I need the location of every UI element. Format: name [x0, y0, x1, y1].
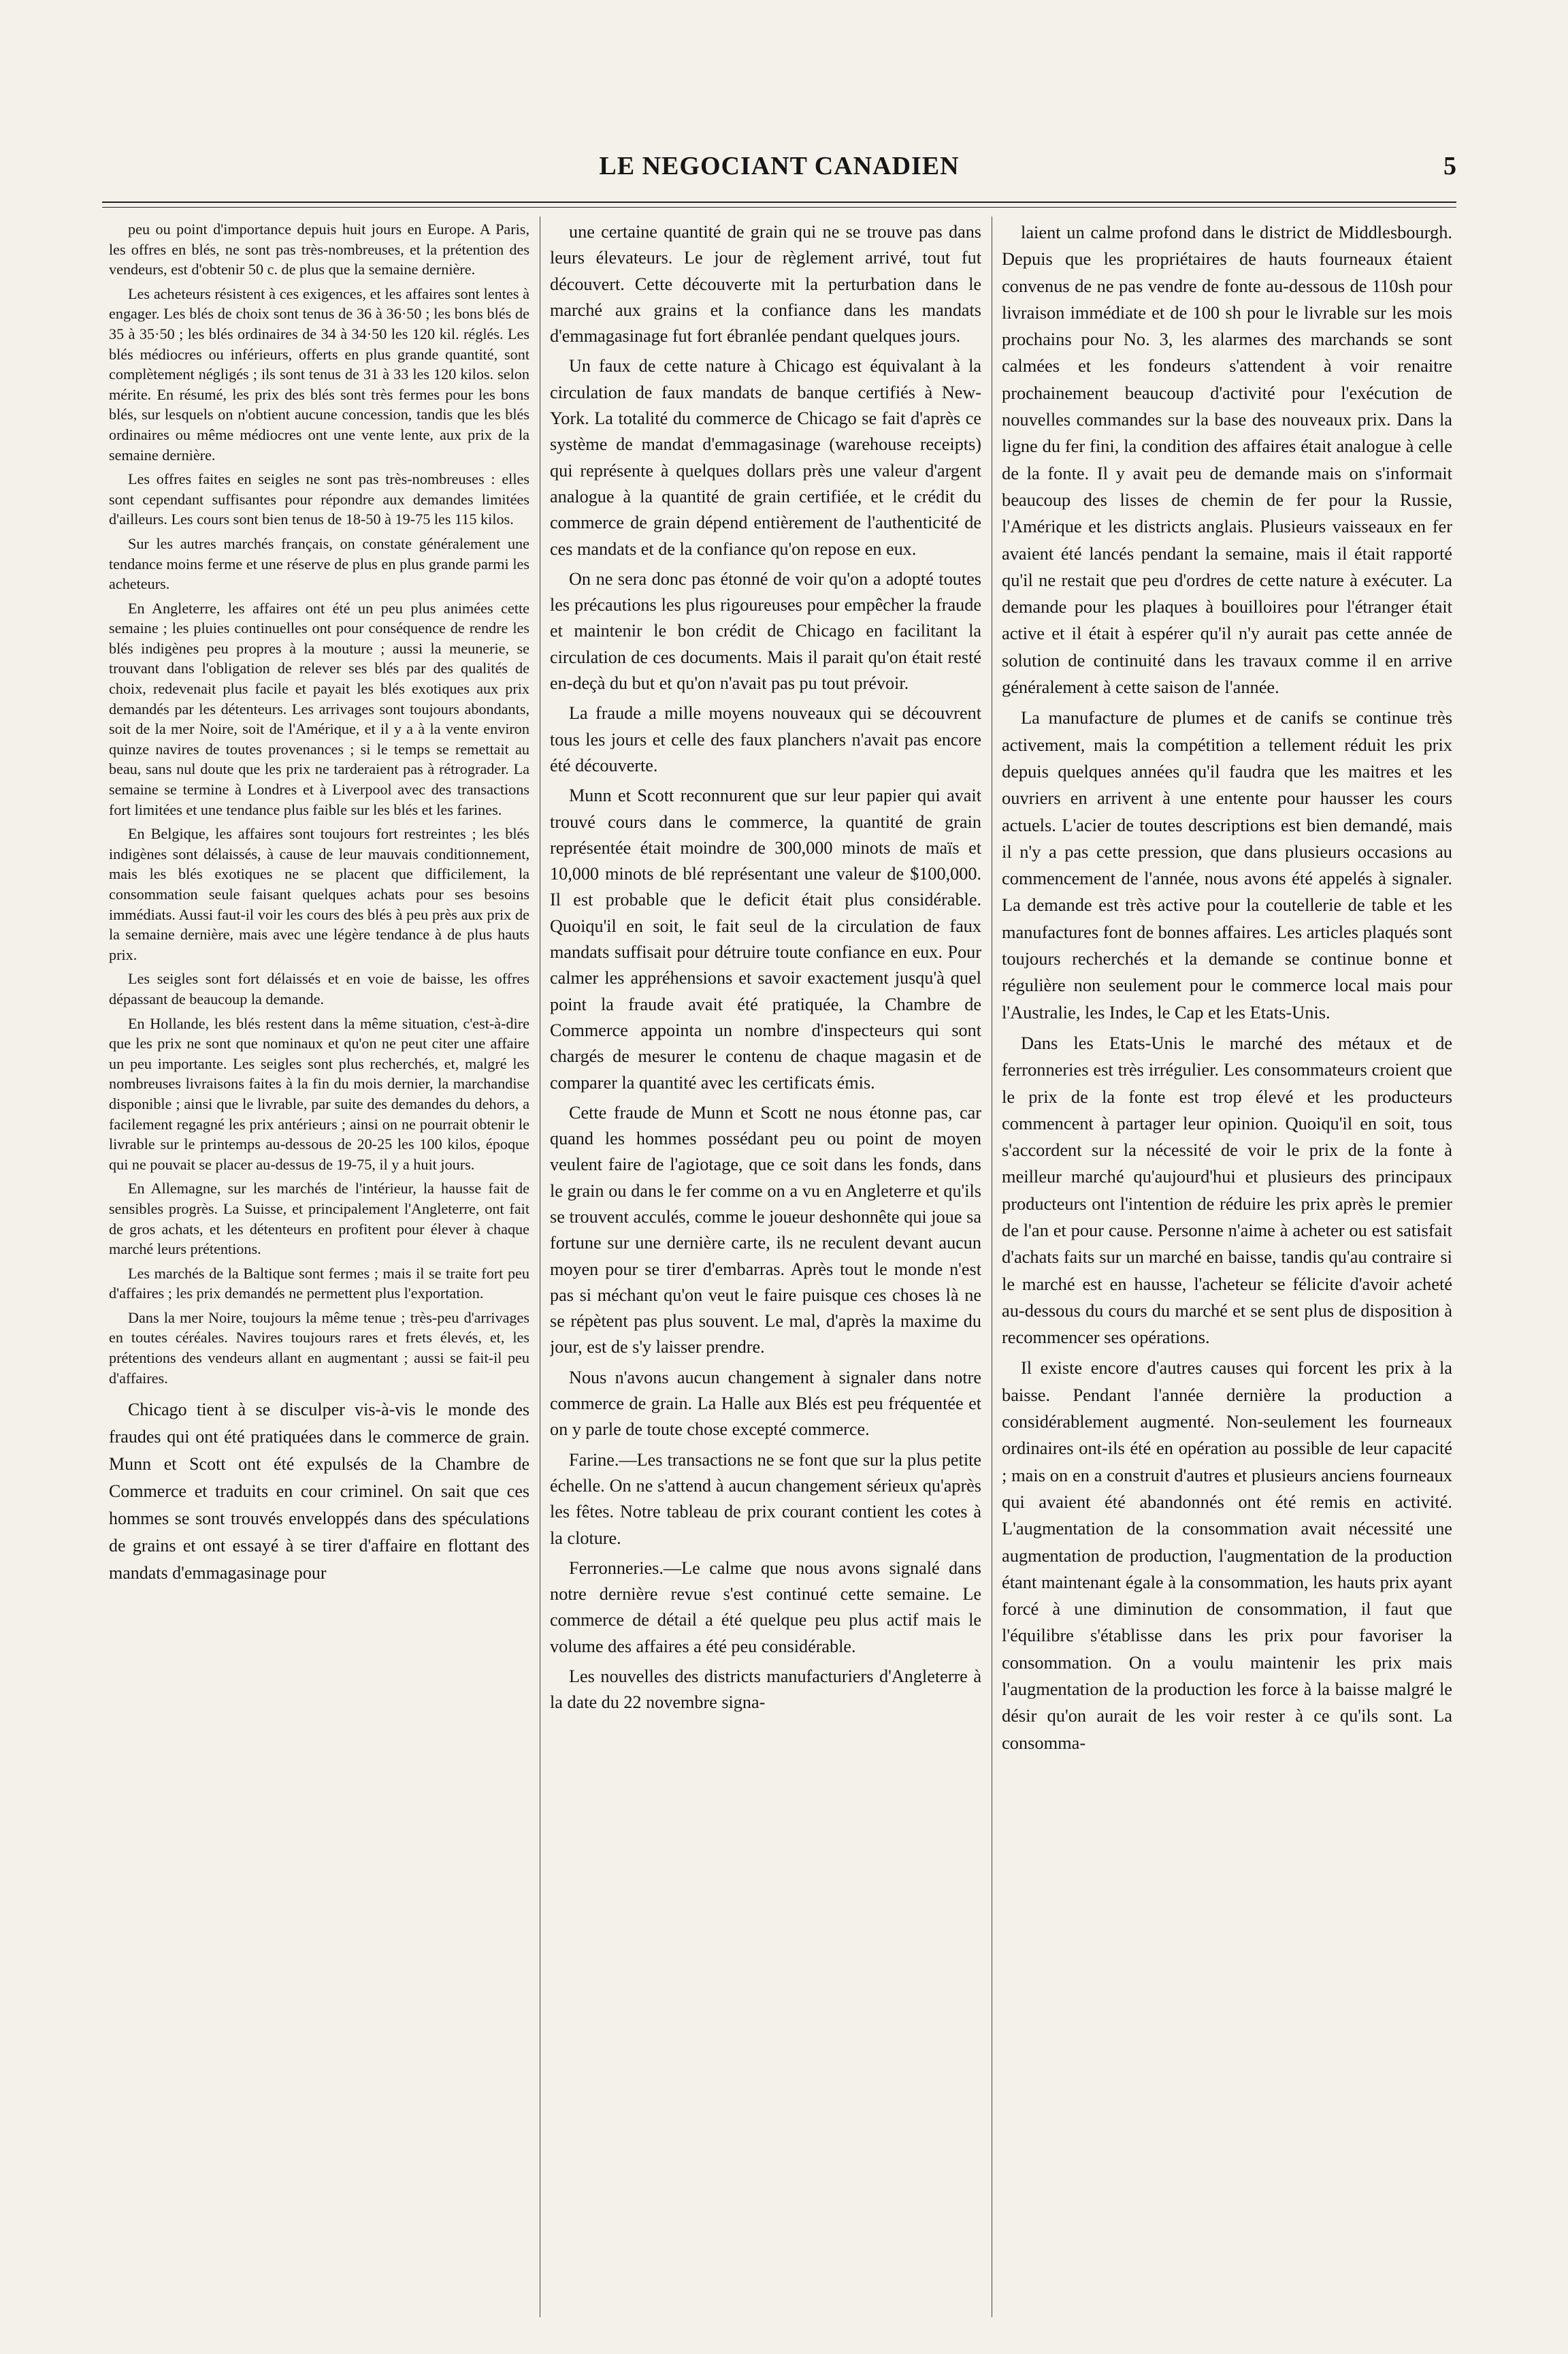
paragraph: Chicago tient à se disculper vis-à-vis le monde des fraudes qui ont été pratiquées dans le commerce de grain. Munn et Scott ont été expulsés de la Chambre de Commerce et traduits en cour criminel. On sait que ces hommes se sont trouvés enveloppés dans des spéculations de grains et ont essayé à se tirer d'affaire en flottant des mandats d'emmagasinage pour	[109, 1400, 529, 1583]
paragraph: En Angleterre, les affaires ont été un peu plus animées cette semaine ; les pluies continuelles ont pour conséquence de rendre les blés indigènes peu propres à la mouture ; aussi la meunerie, se trouvant dans l'obligation de relever ses blés par des qualités de choix, redevenait plus facile et payait les blés exotiques aux prix demandés par les détenteurs. Les arrivages sont toujours abondants, soit de la mer Noire, soit de l'Amérique, et il y a à la vente environ quinze navires de toutes provenances ; si le temps se remettait au beau, sans nul doute que les prix ne tarderaient pas à rétrograder. La semaine se termine à Londres et à Liverpool avec des transactions fort limitées et une tendance plus faible sur les blés et les farines.	[109, 599, 529, 818]
paragraph: Il existe encore d'autres causes qui forcent les prix à la baisse. Pendant l'année dernière la production a considérablement augmenté. Non-seulement les fourneaux ordinaires ont-ils été en opération au possible de leur capacité ; mais on en a construit d'autres et plusieurs anciens fourneaux qui avaient été abandonnés ont été remis en activité. L'augmentation de la consommation avait nécessité une augmentation de production, l'augmentation de la production étant maintenant égale à la consommation, les hauts prix ayant forcé à une diminution de consommation, il faut que l'équilibre s'établisse dans les prix pour favoriser la consommation. On a voulu maintenir les prix mais l'augmentation de la production les force à la baisse malgré le désir qu'on aurait de les voir rester à ce qu'ils sont. La consomma-	[1002, 1357, 1452, 1753]
paragraph: Les marchés de la Baltique sont fermes ; mais il se traite fort peu d'affaires ; les prix demandés ne permettent plus l'exportation.	[109, 1264, 529, 1302]
paragraph: En Belgique, les affaires sont toujours fort restreintes ; les blés indigènes sont délaissés, à cause de leur mauvais conditionnement, mais les blés exotiques ne se placent que difficilement, la consommation seule faisant quelques achats pour ses besoins immédiats. Aussi faut-il voir les cours des blés à peu près aux prix de la semaine dernière, mais avec une légère tendance à de plus hauts prix.	[109, 825, 529, 963]
header-rule-thin	[102, 207, 1456, 208]
column-2	[550, 219, 981, 2316]
paragraph: Farine.—Les transactions ne se font que sur la plus petite échelle. On ne s'attend à aucun changement sérieux qu'après les fêtes. Notre tableau de prix courant contient les cotes à la cloture.	[550, 1449, 981, 1548]
paragraph: Dans la mer Noire, toujours la même tenue ; très-peu d'arrivages en toutes céréales. Navires toujours rares et frets élevés, et, les prétentions des vendeurs allant en augmentant ; aussi se fait-il peu d'affaires.	[109, 1308, 529, 1387]
paragraph: Ferronneries.—Le calme que nous avons signalé dans notre dernière revue s'est continué cette semaine. Le commerce de détail a été quelque peu plus actif mais le volume des affaires a été peu considérable.	[550, 1558, 981, 1656]
paragraph: peu ou point d'importance depuis huit jours en Europe. A Paris, les offres en blés, ne sont pas très-nombreuses, et la prétention des vendeurs, est d'obtenir 50 c. de plus que la semaine dernière.	[109, 221, 529, 278]
paragraph: Dans les Etats-Unis le marché des métaux et de ferronneries est très irrégulier. Les consommateurs croient que le prix de la fonte est trop élevé et les producteurs commencent à partager leur opinion. Quoiqu'il en soit, tous s'accordent sur la nécessité de voir le prix de la fonte à meilleur marché qu'aujourd'hui et plusieurs des principaux producteurs ont l'intention de réduire les prix après le premier de l'an et pour cause. Personne n'aime à acheter ou est satisfait d'achats faits sur un marché en baisse, tandis qu'au contraire si le marché est en hausse, l'acheteur se félicite d'avoir acheté au-dessous du cours du marché et se sent plus de disposition à recommencer ses opérations.	[1002, 1032, 1452, 1348]
header-rule	[102, 201, 1456, 203]
paragraph: Cette fraude de Munn et Scott ne nous étonne pas, car quand les hommes possédant peu ou point de moyen veulent faire de l'agiotage, que ce soit dans les fonds, dans le grain ou dans le fer comme on a vu en Angleterre et qu'ils se trouvent acculés, comme le joueur deshonnête qui joue sa fortune sur une dernière carte, ils ne reculent devant aucun moyen pour se tirer d'embarras. Après tout le monde n'est pas si méchant qu'on veut le faire puisque ces choses là ne se répètent pas plus souvent. Le mal, d'après la maxime du jour, est de s'y laisser prendre.	[550, 1102, 981, 1357]
paragraph: Les acheteurs résistent à ces exigences, et les affaires sont lentes à engager. Les blés de choix sont tenus de 36 à 36·50 ; les bons blés de 35 à 35·50 ; les blés ordinaires de 34 à 34·50 les 120 kil. réglés. Les blés médiocres ou inférieurs, offerts en plus grande quantité, sont complètement négligés ; ils sont tenus de 31 à 33 les 120 kilos. selon mérite. En résumé, les prix des blés sont très fermes pour les bons blés, sur lesquels on n'obtient aucune concession, tandis que les blés ordinaires ou même médiocres ont une vente lente, aux prix de la semaine dernière.	[109, 285, 529, 464]
paragraph: En Allemagne, sur les marchés de l'intérieur, la hausse fait de sensibles progrès. La Suisse, et principalement l'Angleterre, ont fait de gros achats, et les détenteurs en profitent pour élever à chaque marché leurs prétentions.	[109, 1180, 529, 1258]
masthead	[102, 148, 1456, 192]
paragraph: Les offres faites en seigles ne sont pas très-nombreuses : elles sont cependant suffisantes pour répondre aux demandes limitées d'ailleurs. Les cours sont bien tenus de 18-50 à 19-75 les 115 kilos.	[109, 470, 529, 528]
page-number: 5	[1443, 152, 1456, 180]
paragraph: La fraude a mille moyens nouveaux qui se découvrent tous les jours et celle des faux planchers n'avait pas encore été découverte.	[550, 703, 981, 775]
column-3	[1002, 219, 1452, 2316]
paragraph: laient un calme profond dans le district de Middlesbourgh. Depuis que les propriétaires de hauts fourneaux étaient convenus de ne pas vendre de fonte au-dessous de 110sh pour livraison immédiate et de 100 sh pour le livrable sur les mois prochains pour No. 3, les alarmes des marchands se sont calmées et les fondeurs s'attendent à voir renaitre prochainement beaucoup d'activité pour l'exécution de nouvelles commandes sur la base des nouveaux prix. Dans la ligne du fer fini, la condition des affaires était analogue à celle de la fonte. Il y avait peu de demande mais on s'informait beaucoup des lisses de chemin de fer pour la Russie, l'Amérique et les districts anglais. Plusieurs vaisseaux en fer avaient été lancés pendant la semaine, mais il était rapporté qu'il ne restait que peu d'ordres de cette nature à exécuter. La demande pour les plaques à bouilloires pour l'étranger était active et il était à espérer qu'il n'y aurait pas cette année de solution de continuité dans les travaux comme il en arrive généralement à cette saison de l'année.	[1002, 222, 1452, 698]
paragraph: On ne sera donc pas étonné de voir qu'on a adopté toutes les précautions les plus rigoureuses pour empêcher la fraude et maintenir le bon crédit de Chicago en facilitant la circulation de ces documents. Mais il parait qu'on était resté en-deçà du but et qu'on n'avait pas pu tout prévoir.	[550, 568, 981, 694]
paragraph: Les nouvelles des districts manufacturiers d'Angleterre à la date du 22 novembre signa-	[550, 1666, 981, 1713]
paragraph: En Hollande, les blés restent dans la même situation, c'est-à-dire que les prix ne sont que nominaux et qu'on ne peut citer une affaire un peu importante. Les seigles sont plus recherchés, et, malgré les nombreuses livraisons faites à la fin du mois dernier, la marchandise disponible ; ainsi que le livrable, par suite des demandes du dehors, a facilement regagné les prix antérieurs ; ainsi on ne pourrait obtenir le livrable sur le printemps au-dessous de 20-25 les 100 kilos, époque qui ne pouvait se placer au-dessus de 19-75, il y a huit jours.	[109, 1014, 529, 1173]
paragraph: Nous n'avons aucun changement à signaler dans notre commerce de grain. La Halle aux Blés est peu fréquentée et on y parle de toute chose excepté commerce.	[550, 1367, 981, 1440]
column-1	[109, 219, 529, 2316]
newspaper-title: LE NEGOCIANT CANADIEN	[599, 152, 960, 180]
paragraph: Sur les autres marchés français, on constate généralement une tendance moins ferme et une réserve de plus en plus grande parmi les acheteurs.	[109, 534, 529, 593]
paragraph: Les seigles sont fort délaissés et en voie de baisse, les offres dépassant de beaucoup la demande.	[109, 970, 529, 1007]
paragraph: une certaine quantité de grain qui ne se trouve pas dans leurs élevateurs. Le jour de règlement arrivé, tout fut découvert. Cette découverte mit la perturbation dans le marché aux grains et la confiance dans les mandats d'emmagasinage fut fort ébranlée pendant quelques jours.	[550, 222, 981, 346]
paragraph: Un faux de cette nature à Chicago est équivalant à la circulation de faux mandats de banque certifiés à New-York. La totalité du commerce de Chicago se fait d'après ce système de mandat d'emmagasinage (warehouse receipts) qui représente à quelques dollars près une valeur d'argent analogue à la quantité de grain certifiée, et le crédit du commerce de grain dépend entièrement de l'authenticité de ces mandats et de la confiance qu'on repose en eux.	[550, 356, 981, 559]
paragraph: Munn et Scott reconnurent que sur leur papier qui avait trouvé cours dans le commerce, la quantité de grain représentée était moindre de 300,000 minots de maïs et 10,000 minots de blé représentant une valeur de $100,000. Il est probable que le deficit était plus considérable. Quoiqu'il en soit, le fait seul de la circulation de faux mandats suffisait pour détruire toute confiance en eux. Pour calmer les appréhensions et savoir exactement jusqu'à quel point la fraude avait été pratiquée, la Chambre de Commerce appointa un nombre d'inspecteurs qui sont chargés de mesurer le contenu de chaque magasin et de comparer la quantité avec les certificats émis.	[550, 786, 981, 1093]
paragraph: La manufacture de plumes et de canifs se continue très activement, mais la compétition a tellement réduit les prix depuis quelques années qu'il faudra que les maitres et les ouvriers en arrivent à une entente pour hausser les cours actuels. L'acier de toutes descriptions est bien demandé, mais il n'y a pas cette pression, que dans plusieurs occasions au commencement de l'année, nous avons été appelés à signaler. La demande est très active pour la coutellerie de table et les manufactures font de bonnes affaires. Les articles plaqués sont toujours recherchés et la demande se continue bonne et régulière non seulement pour le commerce local mais pour l'Australie, les Indes, le Cap et les Etats-Unis.	[1002, 707, 1452, 1022]
